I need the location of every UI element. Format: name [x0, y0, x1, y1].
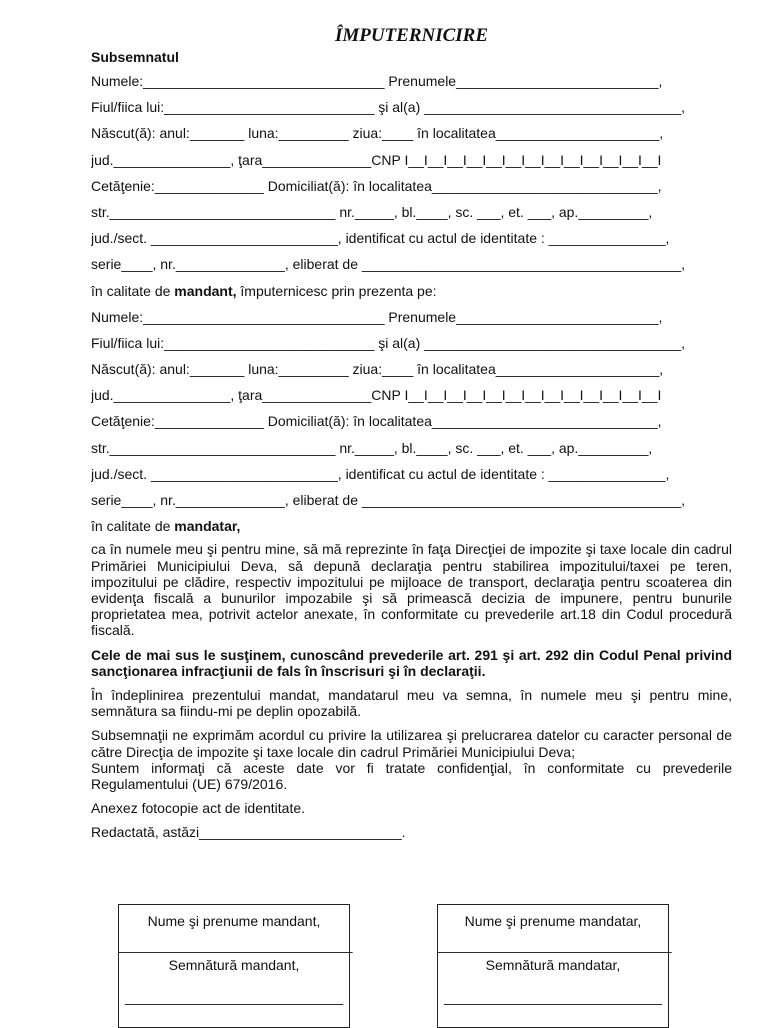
data-consent-paragraph: Subsemnaţii ne exprimăm acordul cu privire la utilizarea şi prelucrarea datelor cu caracter personal de către Direcţia de impozite şi taxe locale din cadrul Primăriei Municipiului Deva;	[91, 727, 732, 760]
mandatar-fields	[91, 306, 732, 516]
mandant-street-line: str._____________________________ nr._____, bl.____, sc. ___, et. ___, ap._________,	[91, 203, 653, 220]
mandatar-role-prefix: în calitate de	[91, 518, 175, 535]
signature-section	[91, 904, 732, 1024]
mandant-county-cnp-line: jud._______________, ţara______________CNP I__I__I__I__I__I__I__I__I__I__I__I__I__I	[91, 151, 662, 168]
mandatar-street-line: str._____________________________ nr._____, bl.____, sc. ___, et. ___, ap._________,	[91, 439, 653, 456]
document-title: ÎMPUTERNICIRE	[334, 25, 489, 46]
mandant-name-line: Numele:_______________________________ Prenumele__________________________,	[91, 73, 663, 89]
mandant-signature-box	[118, 904, 353, 1028]
mandant-series-line: serie____, nr.______________, eliberat de _________________________________________,	[91, 256, 686, 273]
attachment-paragraph: Anexez fotocopie act de identitate.	[91, 800, 306, 817]
mandatar-name-line: Numele:_______________________________ Prenumele__________________________,	[91, 308, 663, 325]
mandant-sign-label: Semnătură mandant,	[168, 957, 300, 973]
mandatar-role-bold: mandatar,	[174, 518, 241, 535]
signature-paragraph: În îndeplinirea prezentului mandat, mandatarul meu va semna, în numele meu şi pentru mine, semnătura sa fiindu-mi pe deplin opozabilă.	[91, 687, 732, 720]
mandant-birth-line: Născut(ă): anul:_______ luna:_________ ziua:____ în localitatea_____________________,	[91, 125, 664, 142]
mandatar-sign-line: ____________________________	[443, 989, 662, 1005]
mandatar-series-line: serie____, nr.______________, eliberat de _________________________________________,	[91, 492, 686, 508]
confidentiality-paragraph: Suntem informaţi că aceste date vor fi tratate confidenţial, în conformitate cu prevederile Regulamentului (UE) 679/2016.	[91, 759, 732, 793]
mandant-name-line: ______________________________	[119, 937, 353, 953]
mandatar-name-label: Nume şi prenume mandatar,	[464, 913, 642, 929]
mandatar-signature-box	[437, 904, 672, 1028]
mandate-paragraph: ca în numele meu şi pentru mine, să mă reprezinte în faţa Direcţiei de impozite şi taxe locale din cadrul Primăriei Municipiului Deva, să depună declaraţia pentru stabilirea impozitului/taxei pe teren, impozitului pe clădire, respectiv impozitului pe mijloace de transport, declaraţia pentru scoaterea din evidenţa fiscală a bunurilor impozabile şi să primească decizia de impunere, pentru bunurile proprietatea mea, potrivit actelor anexate, în conformitate cu prevederile art.18 din Codul procedură fiscală.	[91, 541, 732, 639]
mandatar-birth-line: Născut(ă): anul:_______ luna:_________ ziua:____ în localitatea_____________________,	[91, 361, 664, 378]
penal-code-paragraph: Cele de mai sus le susţinem, cunoscând prevederile art. 291 şi art. 292 din Codul Penal privind sancţionarea infracţiunii de fals în înscrisuri şi în declaraţii.	[91, 646, 732, 679]
subsemnatul-heading: Subsemnatul	[91, 49, 179, 65]
mandant-fields	[91, 70, 732, 280]
mandatar-county-cnp-line: jud._______________, ţara______________CNP I__I__I__I__I__I__I__I__I__I__I__I__I__I	[91, 387, 662, 404]
document-page	[91, 24, 732, 1005]
date-paragraph: Redactată, astăzi__________________________.	[91, 824, 406, 841]
mandant-id-line: jud./sect. ________________________, identificat cu actul de identitate : _______________,	[91, 230, 670, 247]
mandant-role-line	[91, 280, 732, 306]
mandant-name-label: Nume şi prenume mandant,	[147, 913, 321, 929]
mandatar-role-line	[91, 515, 732, 541]
mandant-sign-line: ____________________________	[124, 989, 343, 1005]
mandant-parents-line: Fiul/fiica lui:___________________________ şi al(a) _________________________________,	[91, 99, 685, 116]
mandant-role-suffix: împuternicesc prin prezenta pe:	[236, 282, 437, 299]
mandatar-sign-label: Semnătură mandatar,	[485, 957, 621, 973]
mandatar-name-line: ______________________________	[438, 937, 672, 953]
mandatar-citizenship-line: Cetăţenie:______________ Domiciliat(ă): în localitatea_____________________________,	[91, 413, 662, 430]
mandant-citizenship-line: Cetăţenie:______________ Domiciliat(ă): în localitatea_____________________________,	[91, 177, 662, 194]
mandant-role-prefix: în calitate de	[91, 282, 175, 299]
mandatar-parents-line: Fiul/fiica lui:___________________________ şi al(a) _________________________________,	[91, 334, 685, 351]
mandant-role-bold: mandant,	[174, 282, 237, 299]
mandatar-id-line: jud./sect. ________________________, identificat cu actul de identitate : _______________,	[91, 465, 670, 482]
